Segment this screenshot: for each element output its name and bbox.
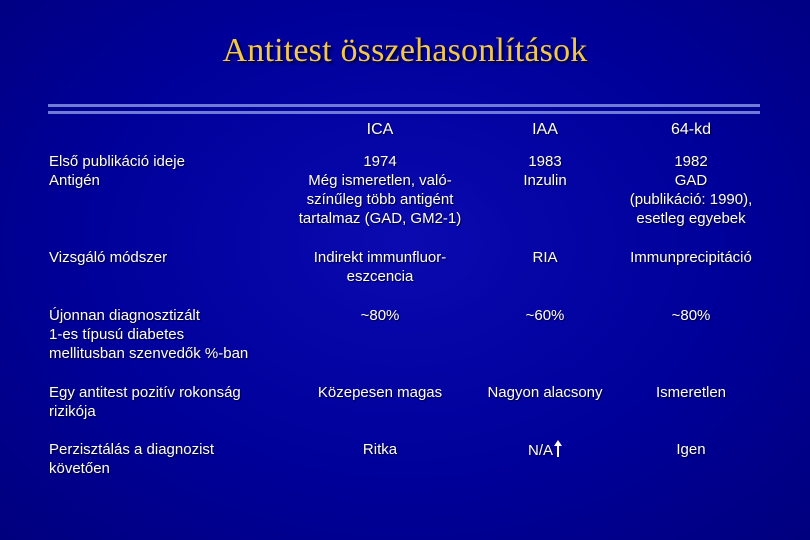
cell-64kd-first-publication: 1982 GAD (publikáció: 1990), esetleg egyebek bbox=[629, 153, 753, 227]
cell-ica-relative-risk: Közepesen magas bbox=[317, 384, 443, 401]
column-header-64kd: 64-kd bbox=[670, 121, 712, 138]
cell-iaa-first-publication: 1983 Inzulin bbox=[523, 153, 567, 189]
cell-iaa-newly-diagnosed: ~60% bbox=[525, 307, 565, 324]
row-label-persistence: Perzisztálás a diagnozist követően bbox=[49, 441, 215, 477]
up-arrow-icon bbox=[554, 440, 562, 457]
row-label-relative-risk: Egy antitest pozitív rokonság rizikója bbox=[49, 384, 241, 420]
cell-64kd-method: Immunprecipitáció bbox=[630, 249, 752, 266]
cell-64kd-relative-risk: Ismeretlen bbox=[655, 384, 727, 401]
cell-64kd-persistence: Igen bbox=[676, 441, 706, 458]
cell-ica-persistence: Ritka bbox=[362, 441, 398, 458]
row-label-method: Vizsgáló módszer bbox=[49, 249, 168, 266]
cell-iaa-persistence-text: N/A bbox=[527, 442, 553, 459]
cell-64kd-newly-diagnosed: ~80% bbox=[671, 307, 711, 324]
cell-ica-method: Indirekt immunfluor- eszcencia bbox=[313, 249, 447, 285]
column-header-iaa: IAA bbox=[532, 121, 558, 138]
header-rule-top bbox=[48, 104, 760, 107]
row-label-newly-diagnosed: Újonnan diagnosztizált 1-es típusú diabetes mellitusban szenvedők %-ban bbox=[49, 307, 249, 362]
cell-iaa-relative-risk: Nagyon alacsony bbox=[487, 384, 603, 401]
cell-ica-first-publication: 1974 Még ismeretlen, való- színűleg több antigént tartalmaz (GAD, GM2-1) bbox=[298, 153, 462, 227]
column-header-ica: ICA bbox=[366, 121, 394, 138]
row-label-first-publication: Első publikáció ideje Antigén bbox=[49, 153, 185, 189]
slide-title: Antitest összehasonlítások bbox=[222, 32, 588, 69]
cell-iaa-method: RIA bbox=[532, 249, 558, 266]
header-rule-bottom bbox=[48, 111, 760, 114]
cell-ica-newly-diagnosed: ~80% bbox=[360, 307, 400, 324]
cell-iaa-persistence bbox=[470, 440, 620, 460]
